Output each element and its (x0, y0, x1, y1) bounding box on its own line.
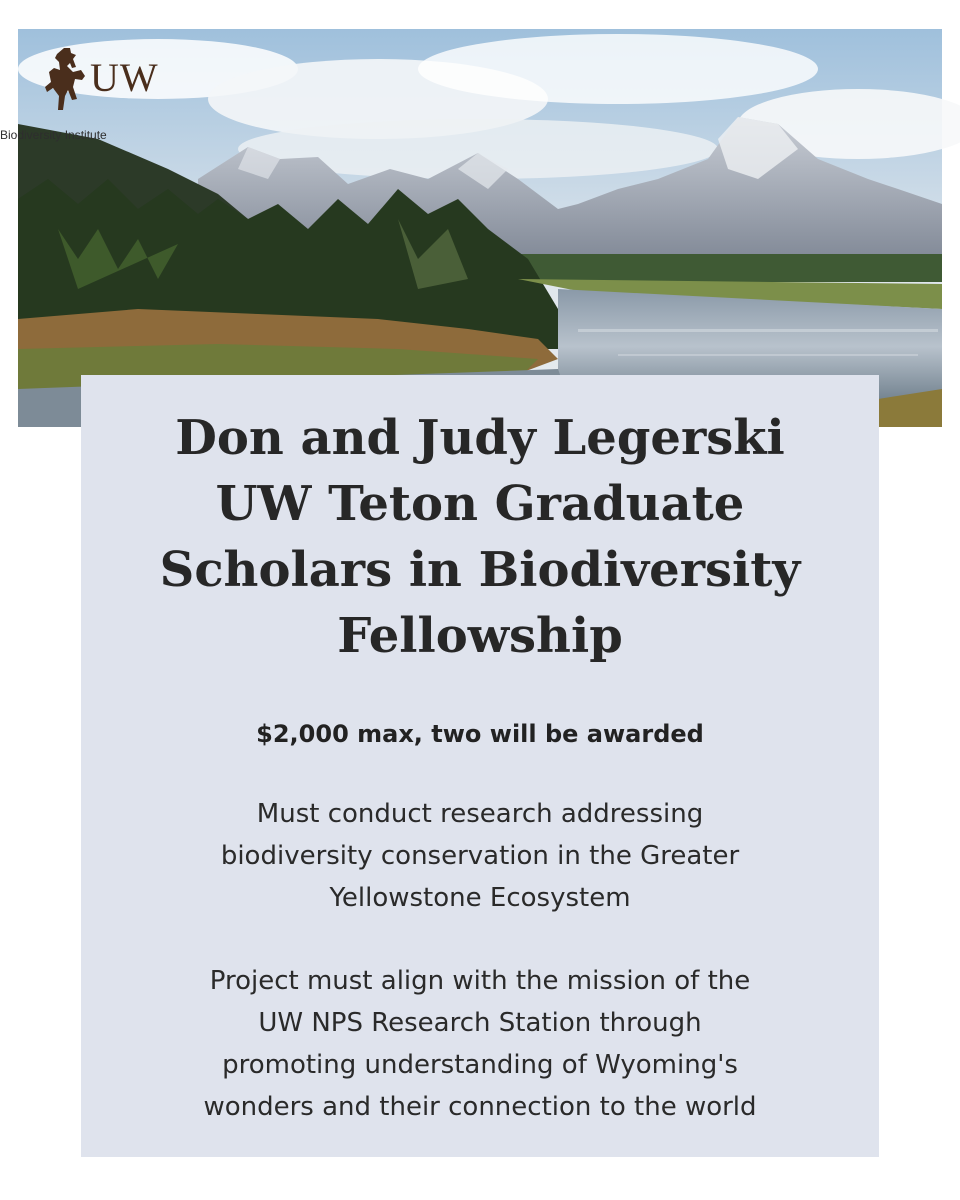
title-line: Fellowship (337, 608, 623, 664)
requirement-research (141, 793, 819, 919)
uw-logo (44, 44, 159, 114)
requirement-line: wonders and their connection to the world (203, 1092, 757, 1122)
requirement-line: biodiversity conservation in the Greater (220, 841, 740, 871)
logo-subtitle: Biodiversity Institute (0, 128, 107, 142)
title-line: Scholars in Biodiversity (159, 542, 801, 598)
requirement-line: Must conduct research addressing (256, 799, 704, 829)
fellowship-title (81, 405, 879, 669)
title-line: UW Teton Graduate (215, 476, 745, 532)
logo-text: UW (90, 54, 159, 100)
bucking-horse-rider-icon (44, 44, 88, 114)
requirement-line: Yellowstone Ecosystem (329, 883, 631, 913)
requirement-line: Project must align with the mission of the (209, 966, 751, 996)
award-amount: $2,000 max, two will be awarded (256, 720, 704, 748)
title-line: Don and Judy Legerski (175, 410, 785, 466)
requirement-line: promoting understanding of Wyoming's (222, 1050, 738, 1080)
requirement-line: UW NPS Research Station through (258, 1008, 702, 1038)
fellowship-card (81, 375, 879, 1157)
requirement-mission (141, 960, 819, 1128)
